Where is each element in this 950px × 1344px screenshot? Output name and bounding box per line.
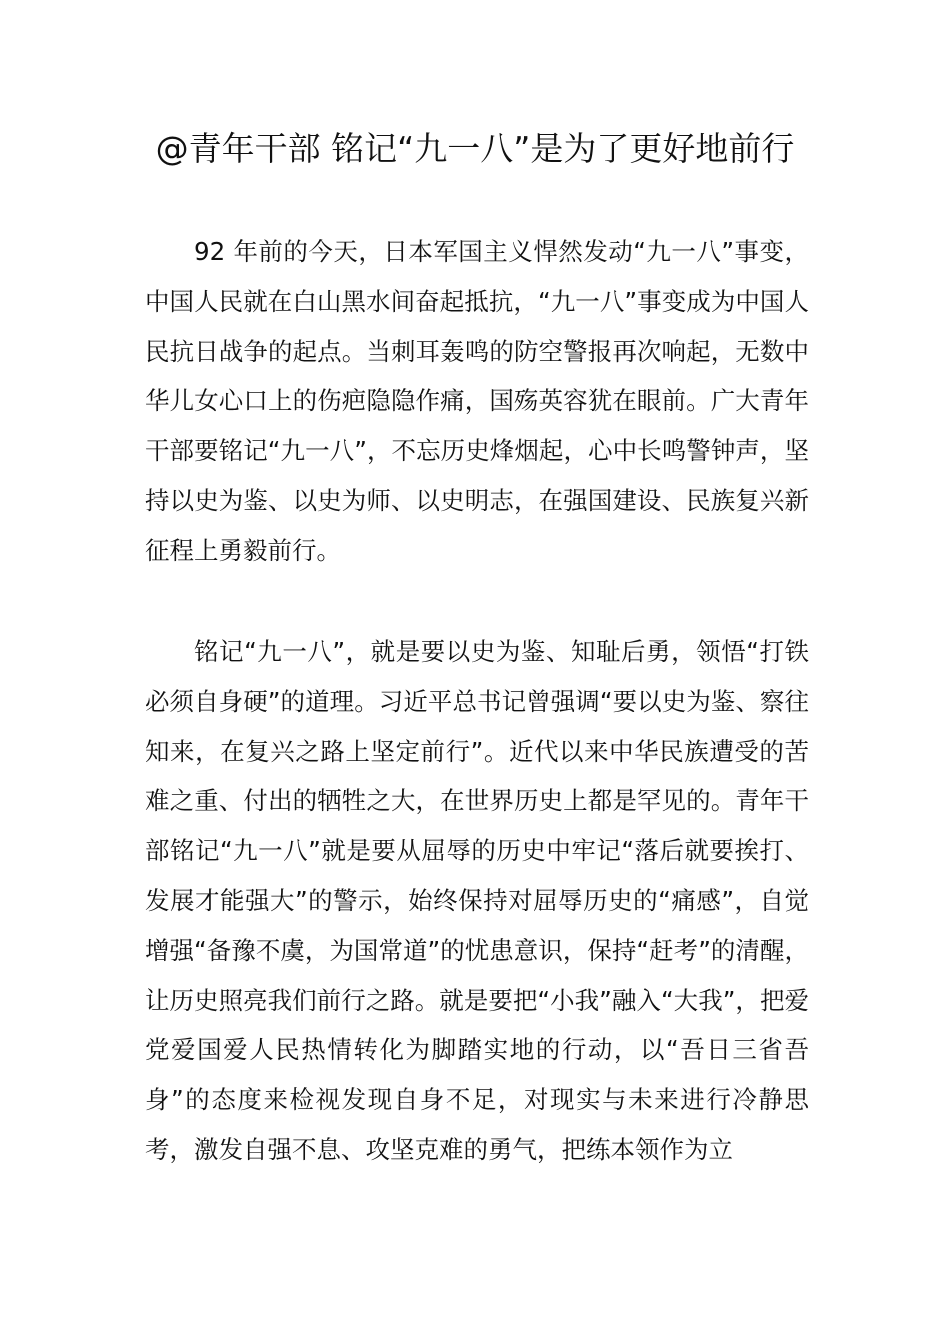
paragraph-1: 92 年前的今天，日本军国主义悍然发动“九一八”事变，中国人民就在白山黑水间奋起抵抗，“九一八”事变成为中国人民抗日战争的起点。当刺耳轰鸣的防空警报再次响起，无数中华儿女心口上的伤疤隐隐作痛，国殇英容犹在眼前。广大青年干部要铭记“九一八”，不忘历史烽烟起，心中长鸣警钟声，坚持以史为鉴、以史为师、以史明志，在强国建设、民族复兴新征程上勇毅前行。 — [145, 237, 809, 565]
paragraph-2: 铭记“九一八”，就是要以史为鉴、知耻后勇，领悟“打铁必须自身硬”的道理。习近平总书记曾强调“要以史为鉴、察往知来，在复兴之路上坚定前行”。近代以来中华民族遭受的苦难之重、付出的牺牲之大，在世界历史上都是罕见的。青年干部铭记“九一八”就是要从屈辱的历史中牢记“落后就要挨打、发展才能强大”的警示，始终保持对屈辱历史的“痛感”，自觉增强“备豫不虞，为国常道”的忧患意识，保持“赶考”的清醒，让历史照亮我们前行之路。就是要把“小我”融入“大我”，把爱党爱国爱人民热情转化为脚踏实地的行动，以“吾日三省吾身”的态度来检视发现自身不足，对现实与未来进行冷静思考，激发自强不息、攻坚克难的勇气，把练本领作为立 — [145, 637, 809, 1164]
article-title: @青年干部 铭记“九一八”是为了更好地前行 — [155, 129, 795, 168]
